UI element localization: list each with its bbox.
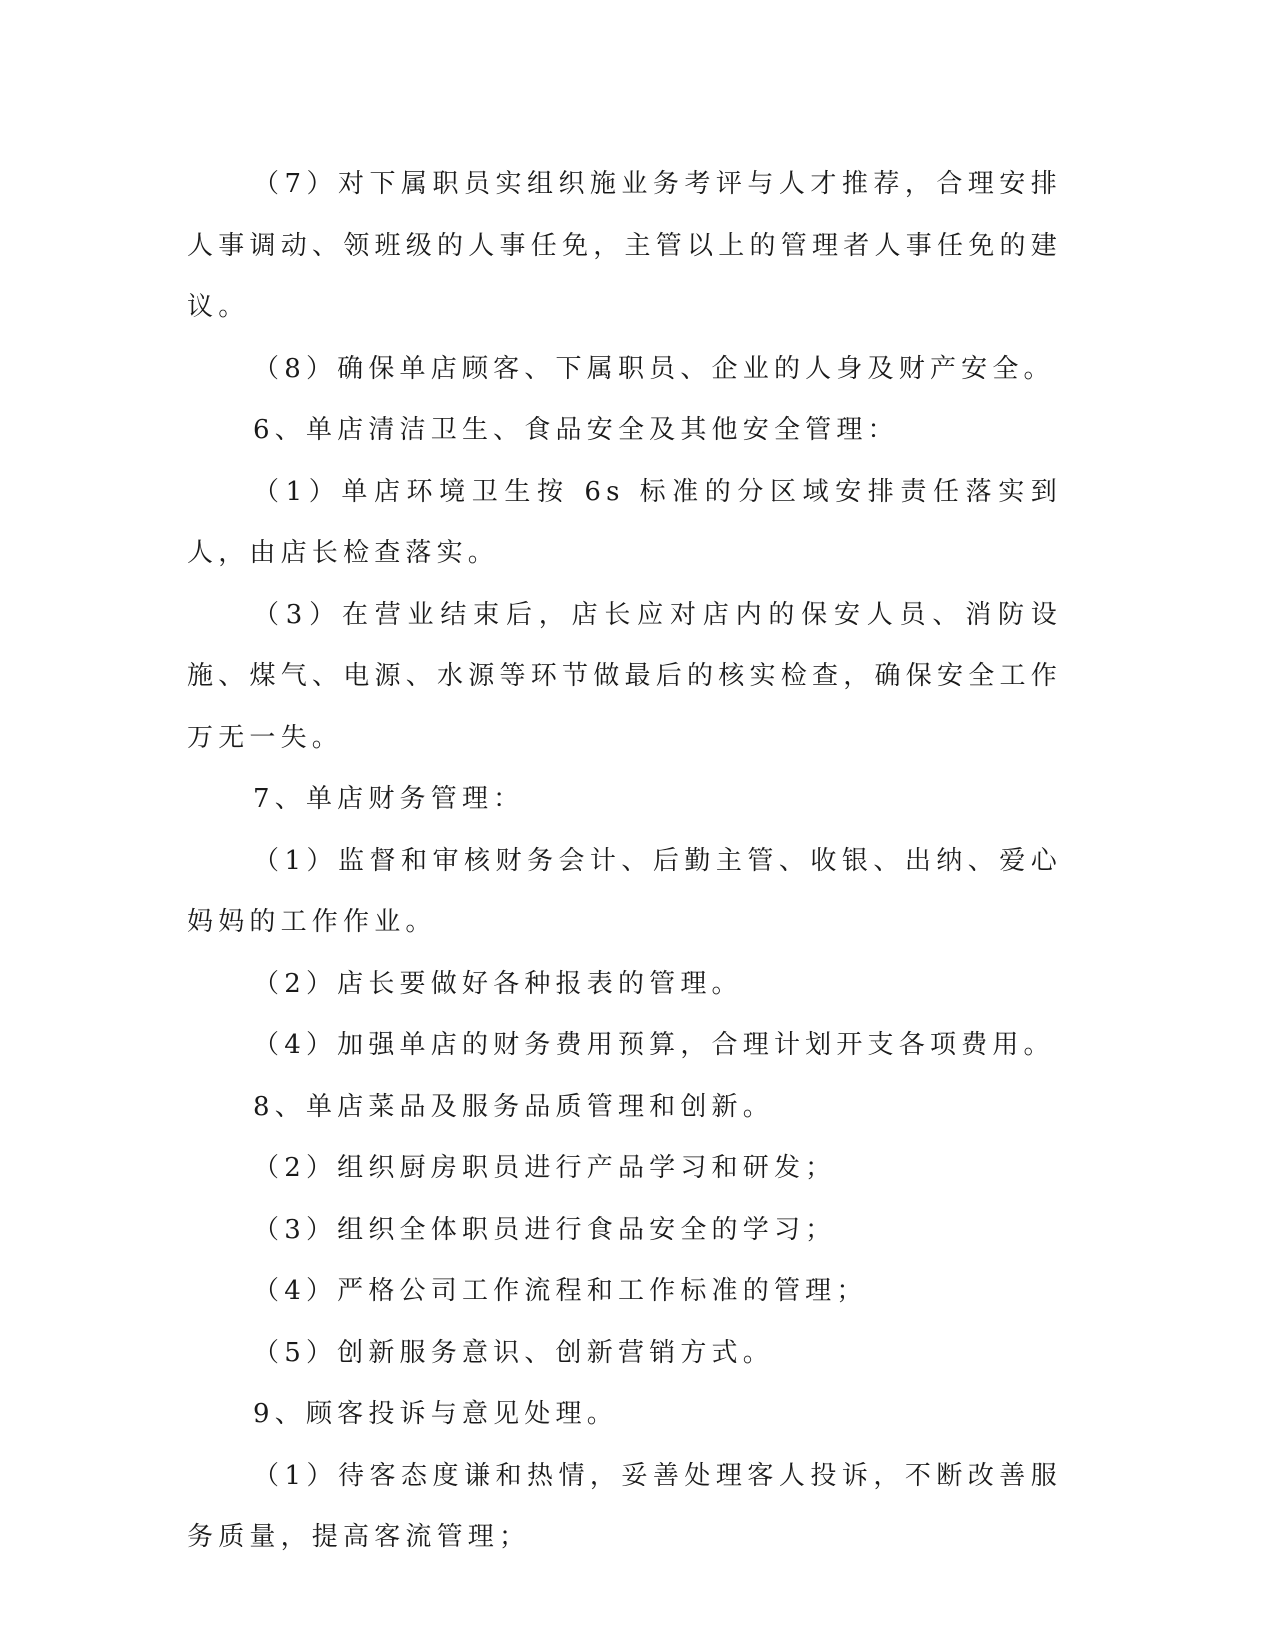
section-heading: 7、单店财务管理： xyxy=(253,784,525,814)
paragraph: （4）严格公司工作流程和工作标准的管理； xyxy=(253,1276,868,1306)
paragraph: （1）监督和审核财务会计、后勤主管、收银、出纳、爱心妈妈的工作作业。 xyxy=(187,845,1062,937)
document-body xyxy=(187,154,1062,1569)
section-heading: 6、单店清洁卫生、食品安全及其他安全管理： xyxy=(253,415,899,445)
paragraph: （1）待客态度谦和热情，妥善处理客人投诉，不断改善服务质量，提高客流管理； xyxy=(187,1460,1062,1552)
paragraph: （4）加强单店的财务费用预算，合理计划开支各项费用。 xyxy=(253,1030,1055,1060)
paragraph: （7）对下属职员实组织施业务考评与人才推荐，合理安排人事调动、领班级的人事任免，主管以上的管理者人事任免的建议。 xyxy=(187,169,1062,322)
paragraph: （2）组织厨房职员进行产品学习和研发； xyxy=(253,1153,837,1183)
paragraph: （3）组织全体职员进行食品安全的学习； xyxy=(253,1214,837,1245)
paragraph: （2）店长要做好各种报表的管理。 xyxy=(253,968,743,999)
paragraph: （3）在营业结束后，店长应对店内的保安人员、消防设施、煤气、电源、水源等环节做最后的核实检查，确保安全工作万无一失。 xyxy=(187,599,1062,753)
section-heading: 8、单店菜品及服务品质管理和创新。 xyxy=(253,1091,774,1122)
paragraph: （8）确保单店顾客、下属职员、企业的人身及财产安全。 xyxy=(253,353,1055,384)
paragraph: （1）单店环境卫生按 6s 标准的分区域安排责任落实到人，由店长检查落实。 xyxy=(187,476,1062,568)
paragraph: （5）创新服务意识、创新营销方式。 xyxy=(253,1337,774,1368)
section-heading: 9、顾客投诉与意见处理。 xyxy=(253,1399,618,1429)
